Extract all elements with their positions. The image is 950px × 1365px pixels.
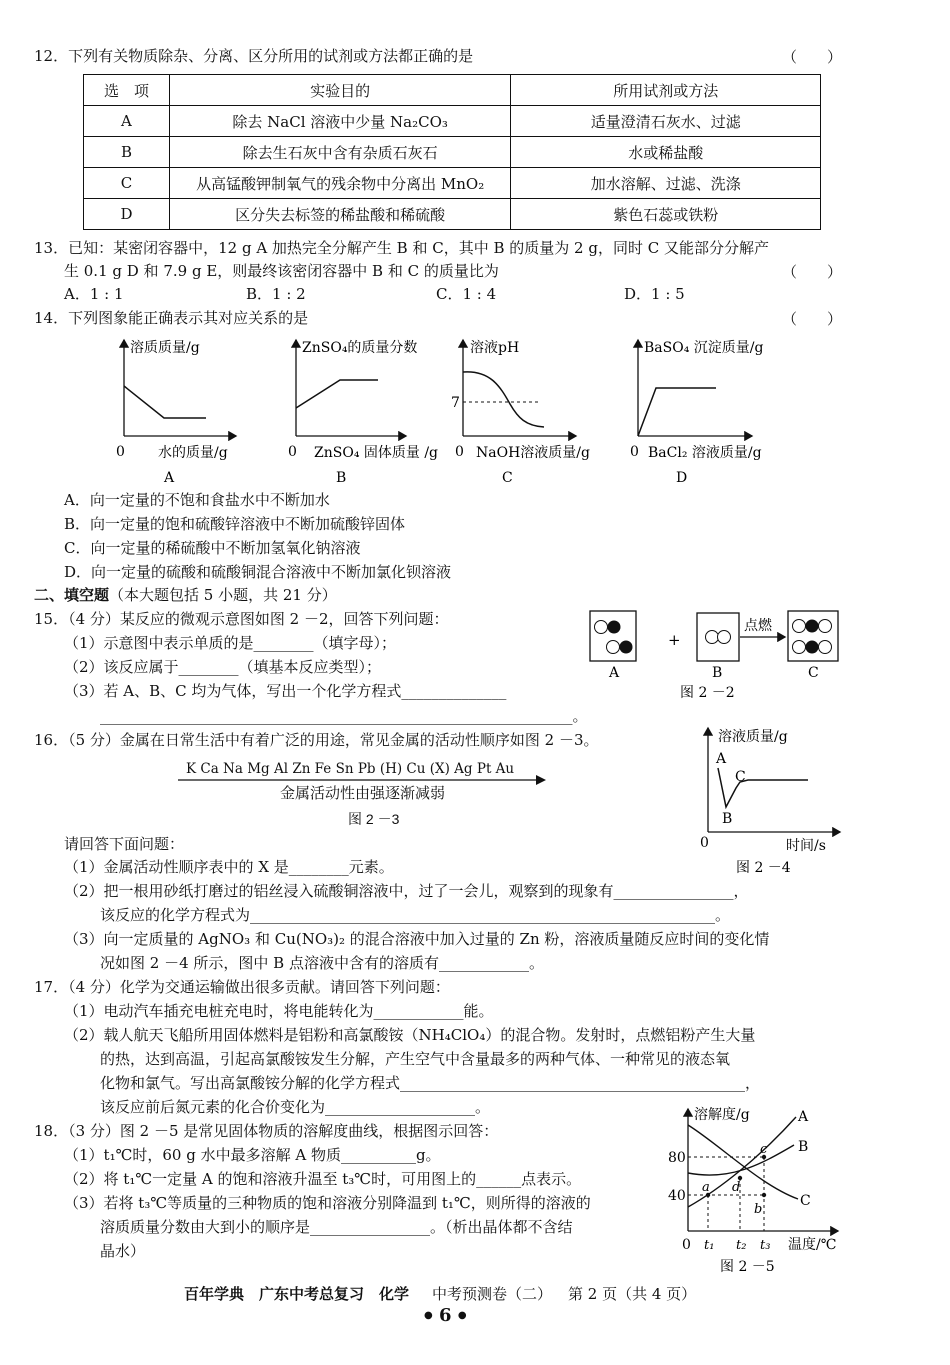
fig25-origin: 0 xyxy=(682,1237,691,1253)
fig22-label-b: B xyxy=(712,665,723,681)
table-cell: 除去 NaCl 溶液中少量 Na₂CO₃ xyxy=(169,106,511,137)
q18-part3-line2: 溶质质量分数由大到小的顺序是________________。（析出晶体都不含结 xyxy=(100,1218,573,1236)
table-row xyxy=(84,199,821,230)
q16-part1: （1）金属活动性顺序表中的 X 是________元素。 xyxy=(64,858,394,876)
activity-series-caption: 金属活动性由强逐渐减弱 xyxy=(280,784,446,802)
section-note: （本大题包括 5 小题，共 21 分） xyxy=(109,586,337,604)
q14-option-b: B．向一定量的饱和硫酸锌溶液中不断加硫酸锌固体 xyxy=(64,515,406,533)
metal-activity-series: K Ca Na Mg Al Zn Fe Sn Pb (H) Cu (X) Ag Pt Au xyxy=(186,761,515,777)
table-header: 选 项 xyxy=(84,75,170,106)
q14-graphs xyxy=(0,330,950,490)
q16-part2: （2）把一根用砂纸打磨过的铝丝浸入硫酸铜溶液中，过了一会儿，观察到的现象有________________， xyxy=(64,882,749,900)
fig25-xlabel: 温度/℃ xyxy=(788,1237,837,1253)
q15-stem: 15．（4 分）某反应的微观示意图如图 2 －2，回答下列问题： xyxy=(34,610,449,628)
fig25-t2: t₂ xyxy=(736,1238,747,1253)
page-number-value: 6 xyxy=(439,1305,452,1326)
table-header-row xyxy=(84,75,821,106)
q18-part3-line3: 晶水） xyxy=(100,1242,146,1260)
table-header: 所用试剂或方法 xyxy=(511,75,821,106)
fig25-curve-a: A xyxy=(798,1109,809,1125)
graph-d xyxy=(630,340,763,486)
graph-c-origin: 0 xyxy=(455,444,464,460)
fig23-caption: 图 2 －3 xyxy=(348,811,400,827)
graph-a-ylabel: 溶质质量/g xyxy=(130,340,200,356)
table-row xyxy=(84,106,821,137)
q13-option-d: D．1 : 5 xyxy=(624,285,685,303)
q12-answer-paren: （ ） xyxy=(782,48,843,66)
graph-c-letter: C xyxy=(502,470,513,486)
graph-d-ylabel: BaSO₄ 沉淀质量/g xyxy=(644,340,764,356)
q15-part3: （3）若 A、B、C 均为气体，写出一个化学方程式______________ xyxy=(64,682,507,700)
table-header: 实验目的 xyxy=(169,75,511,106)
page-number: ● 6 ● xyxy=(424,1305,467,1326)
graph-b-letter: B xyxy=(336,470,347,486)
q18-stem: 18．（3 分）图 2 －5 是常见固体物质的溶解度曲线，根据图示回答： xyxy=(34,1122,499,1140)
figure-2-4 xyxy=(690,722,850,880)
graph-a-letter: A xyxy=(164,470,175,486)
q13-option-c: C．1 : 4 xyxy=(436,285,497,303)
q18-part3: （3）若将 t₃℃等质量的三种物质的饱和溶液分别降温到 t₁℃，则所得的溶液的 xyxy=(64,1194,591,1212)
fig24-point-c: C xyxy=(735,769,746,785)
graph-b-xlabel: ZnSO₄ 固体质量 /g xyxy=(314,445,439,461)
fig25-point-b: b xyxy=(754,1202,763,1217)
footer-page: 第 2 页（共 4 页） xyxy=(568,1285,697,1303)
reaction-condition: 点燃 xyxy=(744,618,772,634)
q13-line2: 生 0.1 g D 和 7.9 g E，则最终该密闭容器中 B 和 C 的质量比为 xyxy=(64,262,499,280)
table-cell: B xyxy=(84,137,170,168)
q12-table xyxy=(83,74,821,230)
q16-part3: （3）向一定质量的 AgNO₃ 和 Cu(NO₃)₂ 的混合溶液中加入过量的 Zn 粉，溶液质量随反应时间的变化情 xyxy=(64,930,770,948)
fig24-caption: 图 2 －4 xyxy=(736,860,791,876)
fig25-caption: 图 2 －5 xyxy=(720,1259,775,1275)
plus-sign: + xyxy=(668,631,681,649)
graph-c-mark-7: 7 xyxy=(451,395,460,411)
q16-stem: 16．（5 分）金属在日常生活中有着广泛的用途，常见金属的活动性顺序如图 2 －3。 xyxy=(34,731,599,749)
figure-2-5 xyxy=(660,1105,850,1277)
q13-option-b: B．1 : 2 xyxy=(246,285,306,303)
table-cell: 适量澄清石灰水、过滤 xyxy=(511,106,821,137)
graph-b-origin: 0 xyxy=(288,444,297,460)
q16-part3-line2: 况如图 2 －4 所示，图中 B 点溶液中含有的溶质有____________。 xyxy=(100,954,544,972)
fig25-point-d: d xyxy=(732,1180,741,1195)
graph-c xyxy=(451,339,590,486)
q17-part2-line2: 的热，达到高温，引起高氯酸铵发生分解，产生空气中含量最多的两种气体、一种常见的液态氧 xyxy=(100,1050,731,1068)
q16-ask: 请回答下面问题： xyxy=(64,835,185,853)
q17-stem: 17．（4 分）化学为交通运输做出很多贡献。请回答下列问题： xyxy=(34,978,450,996)
table-row xyxy=(84,168,821,199)
q15-part1: （1）示意图中表示单质的是________（填字母）； xyxy=(64,634,397,652)
graph-b-ylabel: ZnSO₄的质量分数 xyxy=(302,340,418,356)
q13-line1: 13．已知：某密闭容器中，12 g A 加热完全分解产生 B 和 C，其中 B 的质量为 2 g，同时 C 又能部分分解产 xyxy=(34,239,769,257)
fig25-t3: t₃ xyxy=(760,1238,771,1253)
table-cell: C xyxy=(84,168,170,199)
graph-c-ylabel: 溶液pH xyxy=(470,340,520,356)
table-row xyxy=(84,137,821,168)
fig24-point-a: A xyxy=(716,751,727,767)
graph-a-origin: 0 xyxy=(116,444,125,460)
fig25-y80: 80 xyxy=(668,1150,686,1166)
q15-part2: （2）该反应属于________（填基本反应类型）； xyxy=(64,658,382,676)
table-cell: 加水溶解、过滤、洗涤 xyxy=(511,168,821,199)
fig22-label-c: C xyxy=(808,665,819,681)
q13-answer-paren: （ ） xyxy=(782,263,843,281)
q17-part1: （1）电动汽车插充电桩充电时，将电能转化为____________能。 xyxy=(64,1002,494,1020)
q17-part2-line4: 该反应前后氮元素的化合价变化为____________________。 xyxy=(100,1098,491,1116)
graph-c-xlabel: NaOH溶液质量/g xyxy=(476,445,590,461)
fig25-curve-c: C xyxy=(800,1193,811,1209)
fig24-xlabel: 时间/s xyxy=(786,838,826,854)
q14-option-c: C．向一定量的稀硫酸中不断加氢氧化钠溶液 xyxy=(64,539,361,557)
fig24-ylabel: 溶液质量/g xyxy=(718,729,788,745)
figure-2-2 xyxy=(580,605,850,705)
q14-option-d: D．向一定量的硫酸和硫酸铜混合溶液中不断加氯化钡溶液 xyxy=(64,563,452,581)
graph-d-xlabel: BaCl₂ 溶液质量/g xyxy=(648,445,762,461)
table-cell: 除去生石灰中含有杂质石灰石 xyxy=(169,137,511,168)
graph-b xyxy=(288,339,438,486)
table-cell: A xyxy=(84,106,170,137)
q17-part2: （2）载人航天飞船所用固体燃料是铝粉和高氯酸铵（NH₄ClO₄）的混合物。发射时，点燃铝粉产生大量 xyxy=(64,1026,756,1044)
q13-option-a: A．1 : 1 xyxy=(64,285,124,303)
fig22-label-a: A xyxy=(609,665,620,681)
section-title: 二、填空题 xyxy=(34,586,110,604)
graph-d-letter: D xyxy=(676,470,688,486)
table-cell: D xyxy=(84,199,170,230)
q14-option-a: A．向一定量的不饱和食盐水中不断加水 xyxy=(64,491,330,509)
footer-paper: 中考预测卷（二） xyxy=(432,1285,553,1303)
fig25-point-c: c xyxy=(760,1142,768,1157)
table-cell: 水或稀盐酸 xyxy=(511,137,821,168)
fig25-point-a: a xyxy=(702,1180,710,1195)
graph-d-origin: 0 xyxy=(630,444,639,460)
graph-a xyxy=(116,339,236,486)
table-cell: 区分失去标签的稀盐酸和稀硫酸 xyxy=(169,199,511,230)
fig25-ylabel: 溶解度/g xyxy=(694,1107,750,1123)
fig22-caption: 图 2 －2 xyxy=(680,685,735,701)
q14-answer-paren: （ ） xyxy=(782,310,843,328)
q12-stem: 12．下列有关物质除杂、分离、区分所用的试剂或方法都正确的是 xyxy=(34,47,474,65)
q17-part2-line3: 化物和氯气。写出高氯酸铵分解的化学方程式______________________________________________， xyxy=(100,1074,761,1092)
fig24-point-b: B xyxy=(722,811,733,827)
q18-part1: （1）t₁℃时，60 g 水中最多溶解 A 物质__________g。 xyxy=(64,1146,441,1164)
footer-brand: 百年学典 广东中考总复习 化学 xyxy=(184,1285,410,1303)
graph-a-xlabel: 水的质量/g xyxy=(158,445,228,461)
q18-part2: （2）将 t₁℃一定量 A 的饱和溶液升温至 t₃℃时，可用图上的______点表示。 xyxy=(64,1170,582,1188)
fig25-y40: 40 xyxy=(668,1188,686,1204)
table-cell: 紫色石蕊或铁粉 xyxy=(511,199,821,230)
fig25-t1: t₁ xyxy=(704,1238,715,1253)
q15-part3-blank: _______________________________________________________________。 xyxy=(100,707,588,725)
table-cell: 从高锰酸钾制氧气的残余物中分离出 MnO₂ xyxy=(169,168,511,199)
fig24-origin: 0 xyxy=(700,835,709,851)
q16-part2-blank: 该反应的化学方程式为______________________________________________________________。 xyxy=(100,906,731,924)
q14-stem: 14．下列图象能正确表示其对应关系的是 xyxy=(34,309,309,327)
fig25-curve-b: B xyxy=(798,1139,809,1155)
